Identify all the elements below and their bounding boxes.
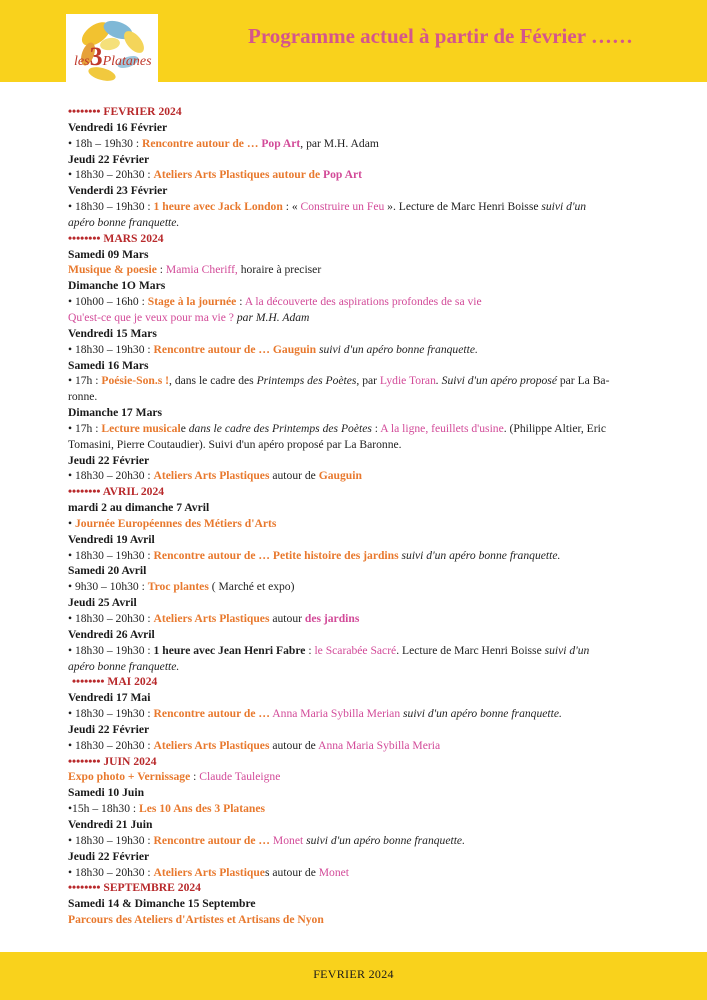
event-date: Vendredi 16 Février bbox=[68, 120, 168, 134]
logo-wordmark: les3Platanes bbox=[74, 42, 152, 71]
month-heading-mars: •••••••• MARS 2024 bbox=[68, 231, 164, 245]
event-date: Dimanche 1O Mars bbox=[68, 279, 166, 293]
footer-date: FEVRIER 2024 bbox=[313, 967, 394, 981]
event-line: • 18h30 – 20h30 : Ateliers Arts Plastiques autour des jardins bbox=[68, 612, 360, 625]
event-line: •15h – 18h30 : Les 10 Ans des 3 Platanes bbox=[68, 802, 265, 816]
event-line: • 18h30 – 20h30 : Ateliers Arts Plastiques autour de Monet bbox=[68, 865, 350, 879]
event-line-continued: apéro bonne franquette. bbox=[68, 215, 180, 229]
event-line-continued: Qu'est-ce que je veux pour ma vie ? par M.H. Adam bbox=[68, 310, 310, 324]
event-line: • 9h30 – 10h30 : Troc plantes ( Marché et expo) bbox=[68, 580, 295, 594]
month-heading-juin: •••••••• JUIN 2024 bbox=[68, 754, 157, 768]
event-line: • 18h30 – 20h30 : Ateliers Arts Plastiques autour de Anna Maria Sybilla Meria bbox=[68, 738, 441, 752]
month-heading-mai: •••••••• MAI 2024 bbox=[72, 675, 158, 689]
event-date: Samedi 10 Juin bbox=[68, 786, 145, 800]
month-heading-avril: •••••••• AVRIL 2024 bbox=[68, 485, 165, 499]
event-date: Jeudi 22 Février bbox=[68, 722, 150, 736]
event-line: • 17h : Poésie-Son.s !, dans le cadre des Printemps des Poètes, par Lydie Toran. Suivi d'un apéro proposé par La Ba- bbox=[68, 374, 610, 388]
event-line: • 18h30 – 19h30 : Rencontre autour de … Petite histoire des jardins suivi d'un apéro bonne franquette. bbox=[68, 548, 561, 562]
month-heading-septembre: •••••••• SEPTEMBRE 2024 bbox=[68, 881, 201, 895]
event-date: Vendredi 26 Avril bbox=[68, 627, 155, 641]
event-date: Jeudi 22 Février bbox=[68, 152, 150, 166]
logo bbox=[66, 14, 158, 94]
event-date: Jeudi 22 Février bbox=[68, 453, 150, 467]
event-date: Vendredi 21 Juin bbox=[68, 817, 153, 831]
page-title: Programme actuel à partir de Février …… bbox=[248, 24, 633, 48]
event-line: • 18h30 – 19h30 : 1 heure avec Jean Henri Fabre : le Scarabée Sacré. Lecture de Marc Henri Boisse suivi d'un bbox=[68, 643, 590, 657]
program-list bbox=[68, 104, 688, 928]
event-date: Samedi 16 Mars bbox=[68, 358, 149, 372]
month-heading-fevrier: •••••••• FEVRIER 2024 bbox=[68, 105, 182, 118]
event-date: Vendredi 19 Avril bbox=[68, 532, 155, 546]
event-date: Dimanche 17 Mars bbox=[68, 406, 163, 420]
event-date: Venderdi 23 Février bbox=[68, 184, 168, 198]
event-line: • 18h30 – 19h30 : 1 heure avec Jack London : « Construire un Feu ». Lecture de Marc Henri Boisse suivi d'un bbox=[68, 200, 587, 214]
event-line: • 17h : Lecture musicale dans le cadre des Printemps des Poètes : A la ligne, feuillets d'usine. (Philippe Altier, Eric bbox=[68, 421, 606, 435]
event-date: Jeudi 25 Avril bbox=[68, 596, 137, 610]
event-date: Samedi 20 Avril bbox=[68, 564, 147, 578]
event-line: Expo photo + Vernissage : Claude Tauleigne bbox=[68, 770, 281, 784]
event-date: mardi 2 au dimanche 7 Avril bbox=[68, 501, 210, 515]
event-line: • 18h – 19h30 : Rencontre autour de … Pop Art, par M.H. Adam bbox=[68, 136, 379, 150]
event-line: • 18h30 – 20h30 : Ateliers Arts Plastiques autour de Gauguin bbox=[68, 469, 362, 483]
event-line: • 18h30 – 20h30 : Ateliers Arts Plastiques autour de Pop Art bbox=[68, 168, 363, 182]
event-line: Parcours des Ateliers d'Artistes et Artisans de Nyon bbox=[68, 913, 324, 927]
event-line-continued: ronne. bbox=[68, 390, 98, 404]
event-line: • 18h30 – 19h30 : Rencontre autour de … Gauguin suivi d'un apéro bonne franquette. bbox=[68, 342, 478, 356]
event-line: • 10h00 – 16h0 : Stage à la journée : A la découverte des aspirations profondes de sa vie bbox=[68, 295, 482, 309]
event-line: Musique & poesie : Mamia Cheriff, horaire à preciser bbox=[68, 263, 322, 277]
event-line-continued: Tomasini, Pierre Coutaudier). Suivi d'un apéro proposé par La Baronne. bbox=[68, 437, 402, 451]
event-date: Vendredi 15 Mars bbox=[68, 326, 157, 340]
event-date: Samedi 09 Mars bbox=[68, 247, 149, 261]
event-line: • 18h30 – 19h30 : Rencontre autour de … Anna Maria Sybilla Merian suivi d'un apéro bonne franquette. bbox=[68, 707, 562, 721]
event-line-continued: apéro bonne franquette. bbox=[68, 659, 180, 673]
event-line: • Journée Européennes des Métiers d'Arts bbox=[68, 516, 277, 530]
event-date: Samedi 14 & Dimanche 15 Septembre bbox=[68, 897, 256, 911]
event-line: • 18h30 – 19h30 : Rencontre autour de … Monet suivi d'un apéro bonne franquette. bbox=[68, 833, 465, 847]
event-date: Vendredi 17 Mai bbox=[68, 691, 151, 705]
event-date: Jeudi 22 Février bbox=[68, 849, 150, 863]
